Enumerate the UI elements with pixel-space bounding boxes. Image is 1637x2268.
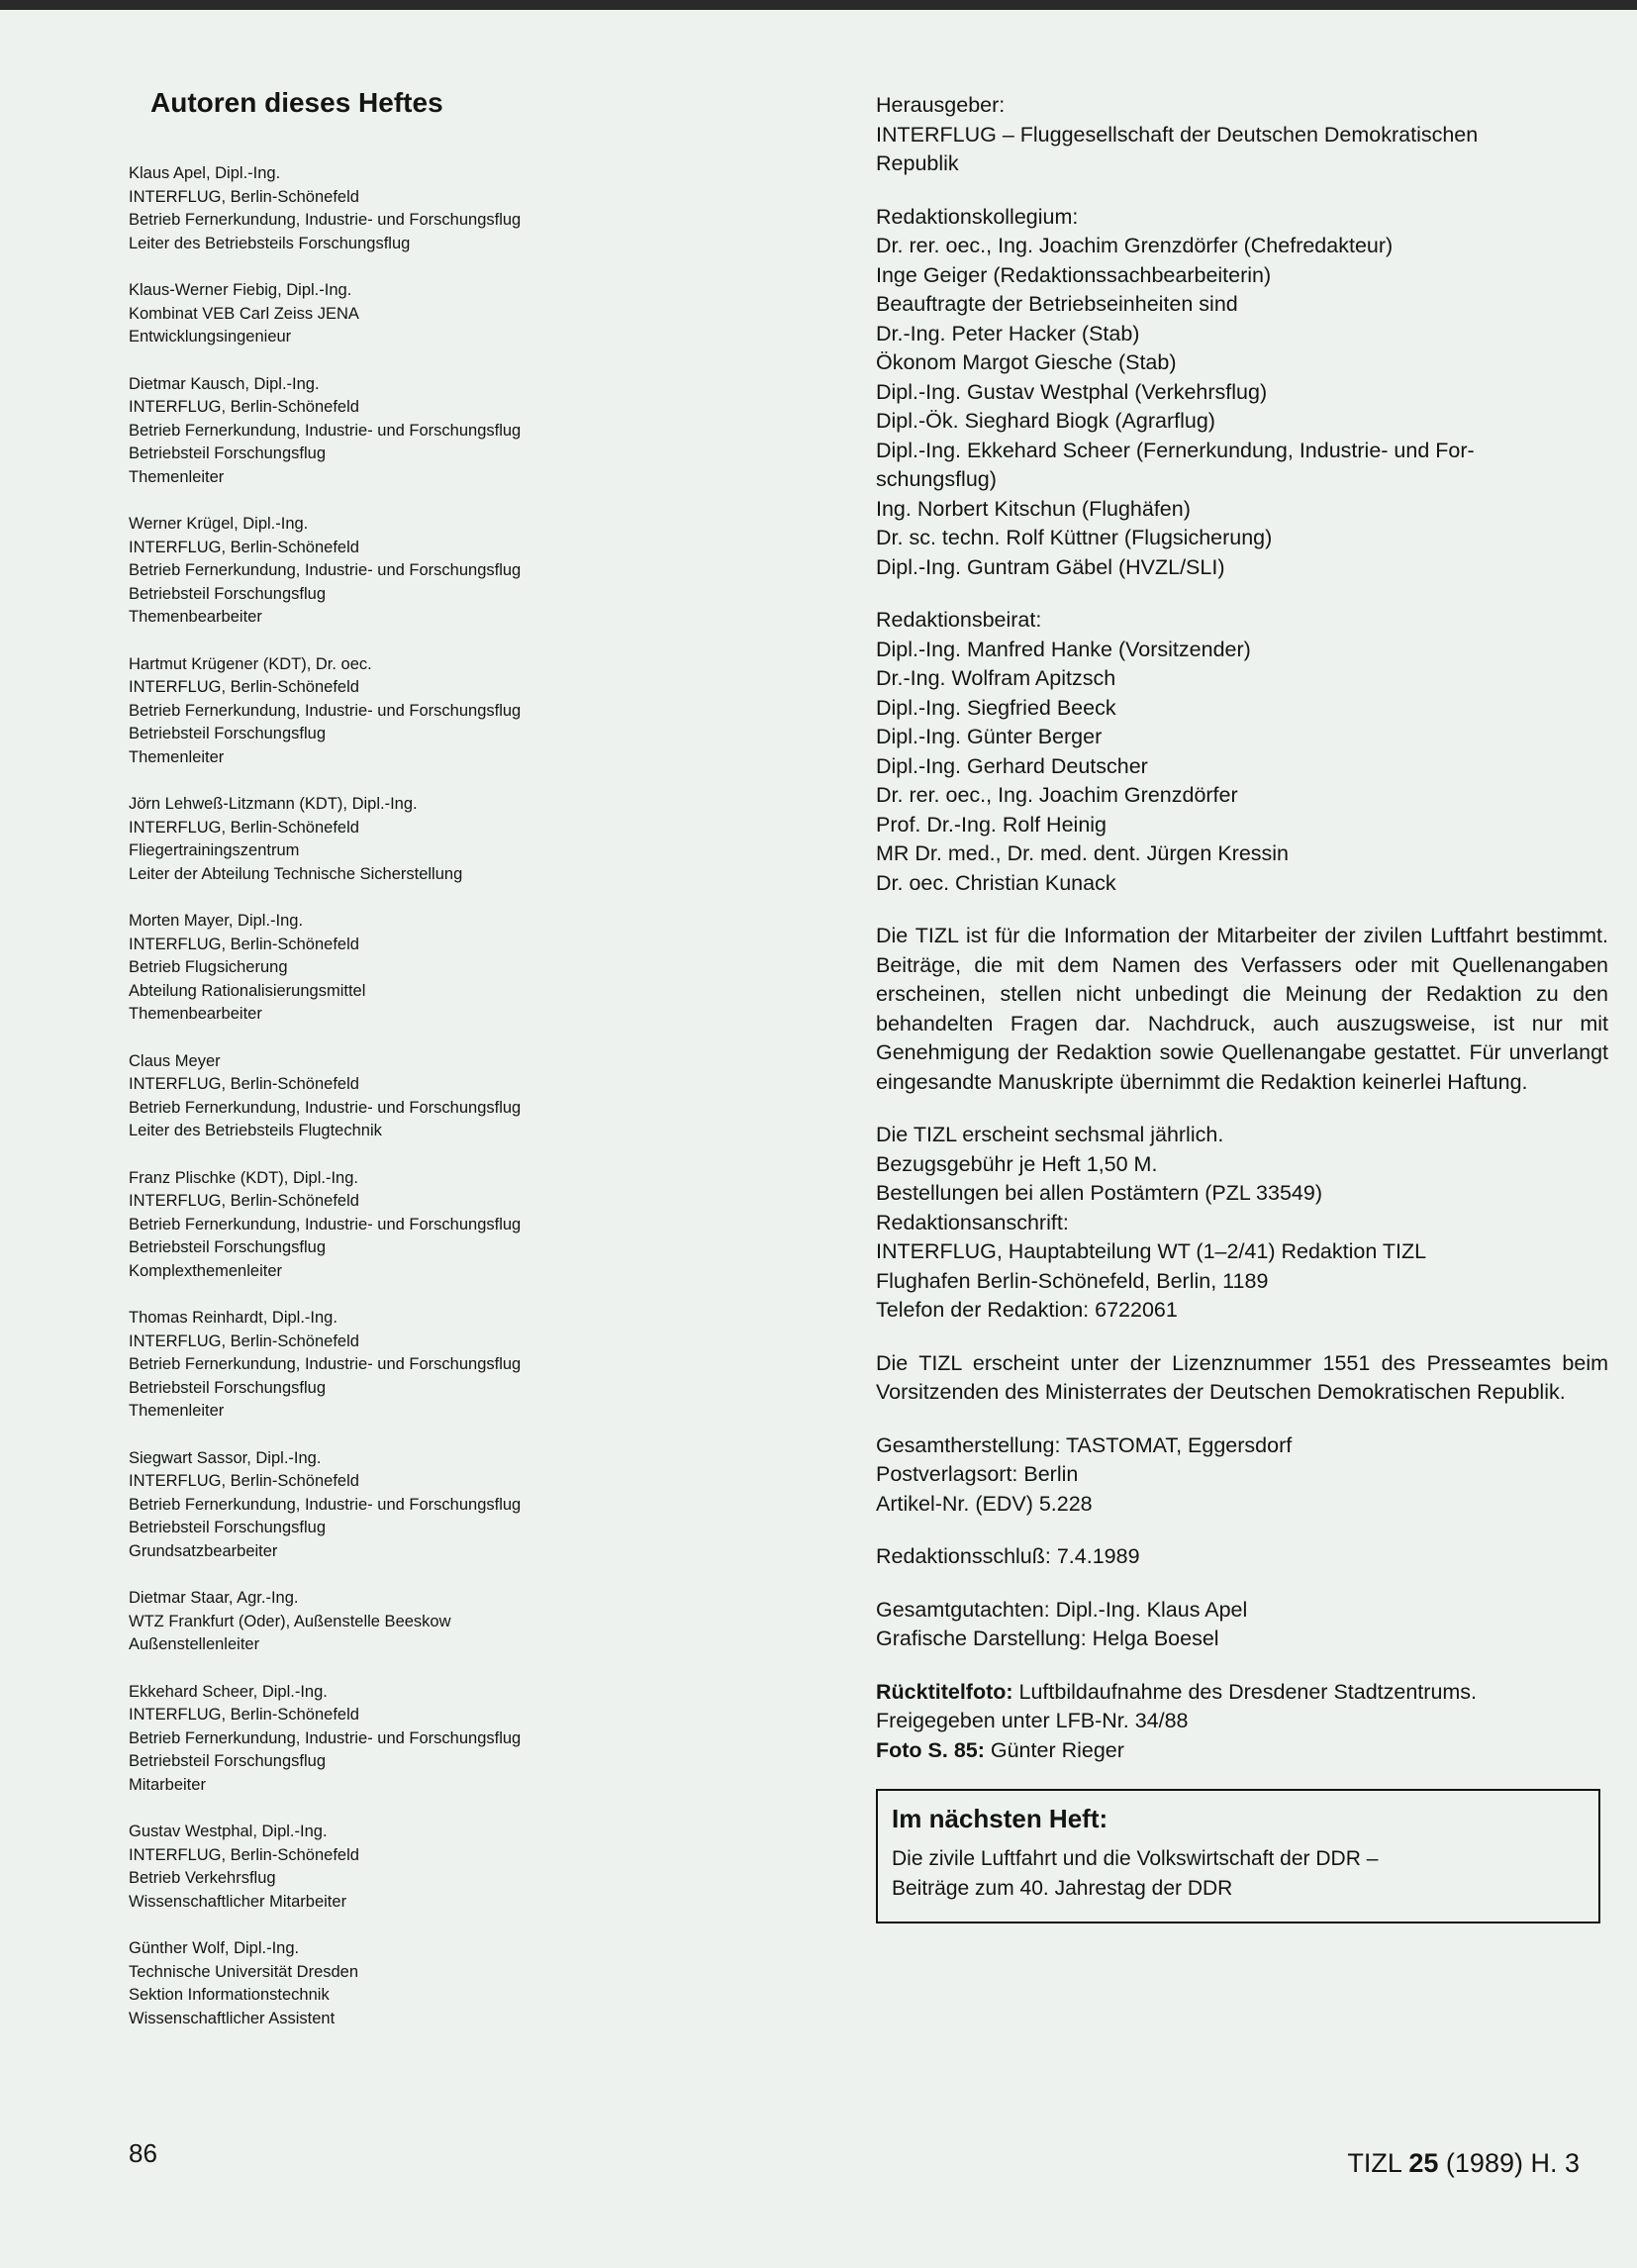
- author-detail: Betriebsteil Forschungsflug: [129, 584, 327, 603]
- author-entry: [129, 1681, 841, 1798]
- author-name: Gustav Westphal, Dipl.-Ing.: [129, 1823, 328, 1840]
- author-list: [129, 162, 841, 2030]
- editorial-board-line: Dipl.-Ök. Sieghard Biogk (Agrarflug): [876, 409, 1215, 433]
- page-top-edge: [0, 0, 1637, 10]
- author-detail: Betrieb Fernerkundung, Industrie- und Forschungsflug: [129, 561, 522, 579]
- publisher-line: Republik: [876, 151, 959, 175]
- advisory-board-block: [876, 606, 1608, 898]
- author-detail: Wissenschaftlicher Assistent: [129, 2009, 336, 2027]
- author-detail: INTERFLUG, Berlin-Schönefeld: [129, 1706, 359, 1724]
- author-detail: Betrieb Fernerkundung, Industrie- und Forschungsflug: [129, 1098, 522, 1117]
- review-block: [876, 1596, 1608, 1654]
- disclaimer-paragraph: Die TIZL ist für die Information der Mitarbeiter der zivilen Luftfahrt bestimmt. Beiträge, die mit dem Namen des Verfassers oder mit Quellenangaben erscheinen, stellen nicht unbedingt die Meinung der Redaktion zu den behandelten Fragen dar. Nachdruck, auch auszugsweise, ist nur mit Genehmigung der Redaktion sowie Quellenangabe gestattet. Für unverlangt eingesandte Manuskripte übernimmt die Redaktion keinerlei Haftung.: [876, 924, 1608, 1094]
- author-detail: Betrieb Verkehrsflug: [129, 1869, 276, 1887]
- author-detail: Betriebsteil Forschungsflug: [129, 1519, 327, 1536]
- authors-column: [129, 87, 841, 2054]
- author-detail: Themenleiter: [129, 747, 225, 766]
- author-detail: INTERFLUG, Berlin-Schönefeld: [129, 538, 359, 556]
- photo-credits: [876, 1678, 1608, 1766]
- author-entry: [129, 373, 841, 490]
- author-detail: Kombinat VEB Carl Zeiss JENA: [129, 304, 359, 323]
- author-name: Klaus Apel, Dipl.-Ing.: [129, 164, 281, 182]
- publication-info-line: Die TIZL erscheint sechsmal jährlich.: [876, 1123, 1224, 1146]
- advisory-board-line: Dipl.-Ing. Gerhard Deutscher: [876, 753, 1148, 778]
- author-detail: Themenbearbeiter: [129, 608, 262, 626]
- author-detail: Leiter der Abteilung Technische Sicherstellung: [129, 864, 463, 883]
- author-detail: Betrieb Fernerkundung, Industrie- und Forschungsflug: [129, 1728, 522, 1747]
- author-detail: INTERFLUG, Berlin-Schönefeld: [129, 1192, 359, 1210]
- author-detail: Betrieb Fernerkundung, Industrie- und Forschungsflug: [129, 421, 522, 440]
- author-detail: Grundsatzbearbeiter: [129, 1541, 278, 1560]
- author-detail: INTERFLUG, Berlin-Schönefeld: [129, 1472, 359, 1490]
- author-entry: [129, 1050, 841, 1143]
- journal-volume: 25: [1408, 2148, 1439, 2178]
- author-detail: Betriebsteil Forschungsflug: [129, 444, 327, 462]
- editorial-board-line: Dr. rer. oec., Ing. Joachim Grenzdörfer (Chefredakteur): [876, 234, 1394, 257]
- author-detail: Außenstellenleiter: [129, 1635, 260, 1653]
- production-line: Gesamtherstellung: TASTOMAT, Eggersdorf: [876, 1432, 1293, 1457]
- author-name: Werner Krügel, Dipl.-Ing.: [129, 515, 309, 533]
- author-name: Jörn Lehweß-Litzmann (KDT), Dipl.-Ing.: [129, 795, 418, 813]
- author-entry: [129, 1167, 841, 1284]
- editorial-board-line: Dr.-Ing. Peter Hacker (Stab): [876, 321, 1140, 345]
- advisory-board-line: Dipl.-Ing. Manfred Hanke (Vorsitzender): [876, 637, 1251, 661]
- author-entry: [129, 653, 841, 770]
- next-issue-heading: Im nächsten Heft:: [892, 1804, 1108, 1833]
- author-name: Dietmar Kausch, Dipl.-Ing.: [129, 374, 320, 393]
- publisher-line: INTERFLUG – Fluggesellschaft der Deutschen Demokratischen: [876, 122, 1479, 147]
- advisory-board-line: Dr. oec. Christian Kunack: [876, 870, 1116, 895]
- author-entry: [129, 1821, 841, 1914]
- author-detail: Betrieb Fernerkundung, Industrie- und Forschungsflug: [129, 1355, 522, 1373]
- author-name: Morten Mayer, Dipl.-Ing.: [129, 912, 304, 930]
- advisory-board-line: Dipl.-Ing. Günter Berger: [876, 725, 1103, 748]
- advisory-board-line: Prof. Dr.-Ing. Rolf Heinig: [876, 812, 1107, 837]
- author-detail: Mitarbeiter: [129, 1775, 206, 1794]
- editorial-board-line: Beauftragte der Betriebseinheiten sind: [876, 292, 1238, 316]
- author-detail: Themenleiter: [129, 467, 225, 486]
- journal-footer: [1347, 2148, 1580, 2179]
- author-name: Dietmar Staar, Agr.-Ing.: [129, 1589, 299, 1607]
- author-detail: INTERFLUG, Berlin-Schönefeld: [129, 1845, 359, 1864]
- author-detail: Betrieb Fernerkundung, Industrie- und Forschungsflug: [129, 1215, 522, 1233]
- author-detail: INTERFLUG, Berlin-Schönefeld: [129, 678, 359, 696]
- author-detail: INTERFLUG, Berlin-Schönefeld: [129, 1331, 359, 1350]
- author-detail: Betriebsteil Forschungsflug: [129, 1752, 327, 1770]
- journal-issue: (1989) H. 3: [1438, 2148, 1580, 2178]
- photo-page-text: Günter Rieger: [984, 1737, 1124, 1762]
- author-name: Ekkehard Scheer, Dipl.-Ing.: [129, 1682, 328, 1701]
- author-detail: Fliegertrainingszentrum: [129, 841, 300, 859]
- author-detail: Betrieb Fernerkundung, Industrie- und Forschungsflug: [129, 211, 522, 229]
- author-detail: INTERFLUG, Berlin-Schönefeld: [129, 398, 359, 416]
- cover-photo-label: Rücktitelfoto:: [876, 1679, 1013, 1704]
- author-detail: Betrieb Fernerkundung, Industrie- und Forschungsflug: [129, 1495, 522, 1514]
- production-block: [876, 1431, 1608, 1520]
- author-detail: WTZ Frankfurt (Oder), Außenstelle Beeskow: [129, 1612, 451, 1630]
- editorial-board-line: Redaktionskollegium:: [876, 204, 1079, 229]
- author-name: Claus Meyer: [129, 1051, 221, 1070]
- advisory-board-line: MR Dr. med., Dr. med. dent. Jürgen Kressin: [876, 841, 1290, 865]
- review-line: Grafische Darstellung: Helga Boesel: [876, 1627, 1219, 1650]
- authors-heading: Autoren dieses Heftes: [150, 87, 443, 118]
- publication-info-line: Telefon der Redaktion: 6722061: [876, 1298, 1178, 1322]
- author-entry: [129, 1307, 841, 1424]
- author-entry: [129, 1447, 841, 1564]
- editorial-board-line: Ing. Norbert Kitschun (Flughäfen): [876, 496, 1191, 521]
- publication-info-line: Bezugsgebühr je Heft 1,50 M.: [876, 1151, 1158, 1176]
- author-detail: Sektion Informationstechnik: [129, 1986, 330, 2004]
- editorial-board-line: Ökonom Margot Giesche (Stab): [876, 350, 1177, 374]
- author-entry: [129, 910, 841, 1027]
- advisory-board-line: Dipl.-Ing. Siegfried Beeck: [876, 695, 1116, 720]
- publication-info-line: INTERFLUG, Hauptabteilung WT (1–2/41) Redaktion TIZL: [876, 1239, 1427, 1263]
- next-issue-box: [876, 1789, 1600, 1923]
- editorial-board-line: Dr. sc. techn. Rolf Küttner (Flugsicherung): [876, 526, 1273, 549]
- journal-name: TIZL: [1347, 2148, 1409, 2178]
- production-line: Artikel-Nr. (EDV) 5.228: [876, 1491, 1093, 1516]
- author-entry: [129, 1937, 841, 2030]
- author-name: Thomas Reinhardt, Dipl.-Ing.: [129, 1309, 337, 1327]
- author-entry: [129, 513, 841, 630]
- author-detail: Wissenschaftlicher Mitarbeiter: [129, 1892, 347, 1911]
- author-detail: Entwicklungsingenieur: [129, 328, 292, 345]
- author-detail: INTERFLUG, Berlin-Schönefeld: [129, 818, 359, 837]
- publisher-line: Herausgeber:: [876, 93, 1006, 117]
- advisory-board-line: Redaktionsbeirat:: [876, 608, 1042, 632]
- author-detail: Technische Universität Dresden: [129, 1962, 359, 1981]
- author-detail: Betriebsteil Forschungsflug: [129, 725, 327, 742]
- author-detail: Komplexthemenleiter: [129, 1261, 282, 1280]
- editorial-board-line: Dipl.-Ing. Guntram Gäbel (HVZL/SLI): [876, 554, 1225, 579]
- editorial-board-line: schungsflug): [876, 467, 997, 491]
- author-detail: Themenleiter: [129, 1402, 225, 1420]
- review-line: Gesamtgutachten: Dipl.-Ing. Klaus Apel: [876, 1597, 1248, 1622]
- advisory-board-line: Dr.-Ing. Wolfram Apitzsch: [876, 666, 1116, 690]
- publication-info-line: Bestellungen bei allen Postämtern (PZL 33549): [876, 1181, 1322, 1205]
- author-detail: Abteilung Rationalisierungsmittel: [129, 981, 366, 1000]
- editorial-board-block: [876, 203, 1608, 583]
- author-detail: INTERFLUG, Berlin-Schönefeld: [129, 1075, 359, 1093]
- author-name: Günther Wolf, Dipl.-Ing.: [129, 1939, 300, 1957]
- advisory-board-line: Dr. rer. oec., Ing. Joachim Grenzdörfer: [876, 783, 1238, 807]
- publication-info-line: Redaktionsanschrift:: [876, 1210, 1069, 1234]
- editorial-board-line: Inge Geiger (Redaktionssachbearbeiterin): [876, 262, 1272, 287]
- photo-page-label: Foto S. 85:: [876, 1737, 985, 1762]
- author-detail: INTERFLUG, Berlin-Schönefeld: [129, 187, 359, 206]
- publication-info-block: [876, 1121, 1608, 1326]
- editorial-board-line: Dipl.-Ing. Ekkehard Scheer (Fernerkundung, Industrie- und For-: [876, 438, 1475, 462]
- cover-photo-approval: Freigegeben unter LFB-Nr. 34/88: [876, 1709, 1189, 1732]
- author-detail: Themenbearbeiter: [129, 1005, 262, 1023]
- editorial-deadline: Redaktionsschluß: 7.4.1989: [876, 1544, 1140, 1568]
- editorial-board-line: Dipl.-Ing. Gustav Westphal (Verkehrsflug): [876, 379, 1268, 404]
- next-issue-line: Die zivile Luftfahrt und die Volkswirtschaft der DDR –: [892, 1846, 1379, 1870]
- next-issue-line: Beiträge zum 40. Jahrestag der DDR: [892, 1876, 1233, 1900]
- next-issue-text: [892, 1844, 1585, 1904]
- author-detail: Leiter des Betriebsteils Forschungsflug: [129, 234, 411, 252]
- author-name: Siegwart Sassor, Dipl.-Ing.: [129, 1448, 322, 1467]
- publication-info-line: Flughafen Berlin-Schönefeld, Berlin, 1189: [876, 1268, 1269, 1293]
- imprint-column: [876, 91, 1608, 1923]
- author-detail: Betriebsteil Forschungsflug: [129, 1238, 327, 1256]
- author-detail: Betrieb Flugsicherung: [129, 958, 288, 976]
- author-entry: [129, 1587, 841, 1657]
- license-paragraph: Die TIZL erscheint unter der Lizenznummer 1551 des Presseamtes beim Vorsitzenden des Ministerrates der Deutschen Demokratischen Republik.: [876, 1350, 1608, 1404]
- author-entry: [129, 793, 841, 886]
- author-name: Klaus-Werner Fiebig, Dipl.-Ing.: [129, 281, 352, 299]
- author-name: Franz Plischke (KDT), Dipl.-Ing.: [129, 1168, 358, 1187]
- cover-photo-text: Luftbildaufnahme des Dresdener Stadtzentrums.: [1012, 1679, 1478, 1704]
- author-detail: INTERFLUG, Berlin-Schönefeld: [129, 935, 359, 953]
- author-detail: Leiter des Betriebsteils Flugtechnik: [129, 1122, 382, 1139]
- production-line: Postverlagsort: Berlin: [876, 1462, 1079, 1486]
- author-detail: Betriebsteil Forschungsflug: [129, 1378, 327, 1397]
- publisher-block: [876, 91, 1608, 179]
- page-number: 86: [129, 2138, 157, 2168]
- author-entry: [129, 162, 841, 255]
- author-entry: [129, 279, 841, 349]
- author-name: Hartmut Krügener (KDT), Dr. oec.: [129, 654, 372, 673]
- author-detail: Betrieb Fernerkundung, Industrie- und Forschungsflug: [129, 701, 522, 720]
